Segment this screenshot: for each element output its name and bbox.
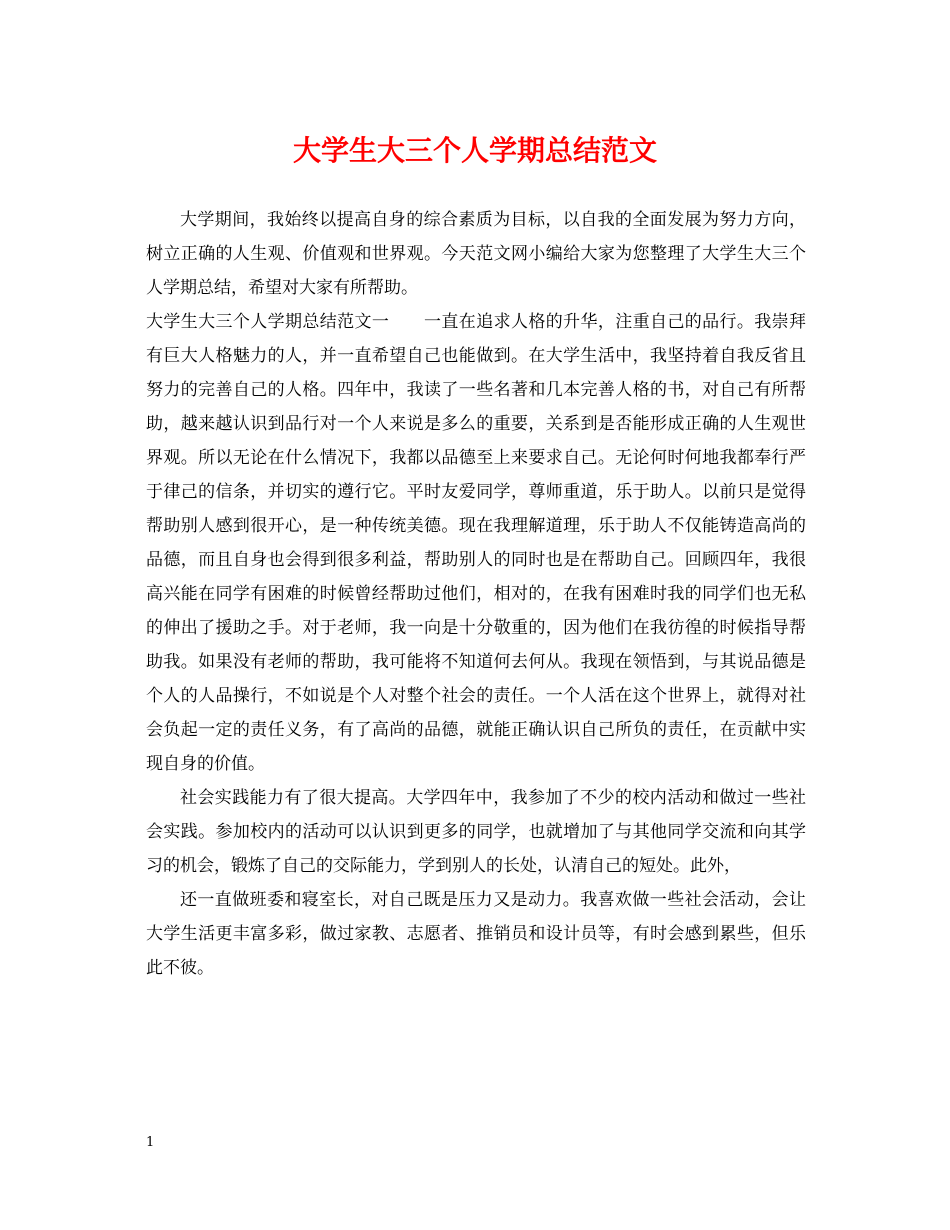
paragraph-social-practice: 社会实践能力有了很大提高。大学四年中，我参加了不少的校内活动和做过一些社会实践。参加校内的活动可以认识到更多的同学，也就增加了与其他同学交流和向其学习的机会，锻炼了自己的交际能力，学到别人的长处，认清自己的短处。此外， <box>146 788 806 876</box>
document-body <box>146 203 806 985</box>
paragraph-intro: 大学期间，我始终以提高自身的综合素质为目标，以自我的全面发展为努力方向，树立正确的人生观、价值观和世界观。今天范文网小编给大家为您整理了大学生大三个人学期总结，希望对大家有所帮助。 <box>146 210 806 298</box>
document-title: 大学生大三个人学期总结范文 <box>292 134 657 167</box>
paragraph-sample-one: 大学生大三个人学期总结范文一 一直在追求人格的升华，注重自己的品行。我崇拜有巨大人格魅力的人，并一直希望自己也能做到。在大学生活中，我坚持着自我反省且努力的完善自己的人格。四年中，我读了一些名著和几本完善人格的书，对自己有所帮助，越来越认识到品行对一个人来说是多么的重要，关系到是否能形成正确的人生观世界观。所以无论在什么情况下，我都以品德至上来要求自己。无论何时何地我都奉行严于律己的信条，并切实的遵行它。平时友爱同学，尊师重道，乐于助人。以前只是觉得帮助别人感到很开心，是一种传统美德。现在我理解道理，乐于助人不仅能铸造高尚的品德，而且自身也会得到很多利益，帮助别人的同时也是在帮助自己。回顾四年，我很高兴能在同学有困难的时候曾经帮助过他们，相对的，在我有困难时我的同学们也无私的伸出了援助之手。对于老师，我一向是十分敬重的，因为他们在我彷徨的时候指导帮助我。如果没有老师的帮助，我可能将不知道何去何从。我现在领悟到，与其说品德是个人的人品操行，不如说是个人对整个社会的责任。一个人活在这个世界上，就得对社会负起一定的责任义务，有了高尚的品德，就能正确认识自己所负的责任，在贡献中实现自身的价值。 <box>146 312 806 774</box>
page-number: 1 <box>146 1135 155 1150</box>
paragraph-class-committee: 还一直做班委和寝室长，对自己既是压力又是动力。我喜欢做一些社会活动，会让大学生活更丰富多彩，做过家教、志愿者、推销员和设计员等，有时会感到累些，但乐此不彼。 <box>146 890 806 978</box>
